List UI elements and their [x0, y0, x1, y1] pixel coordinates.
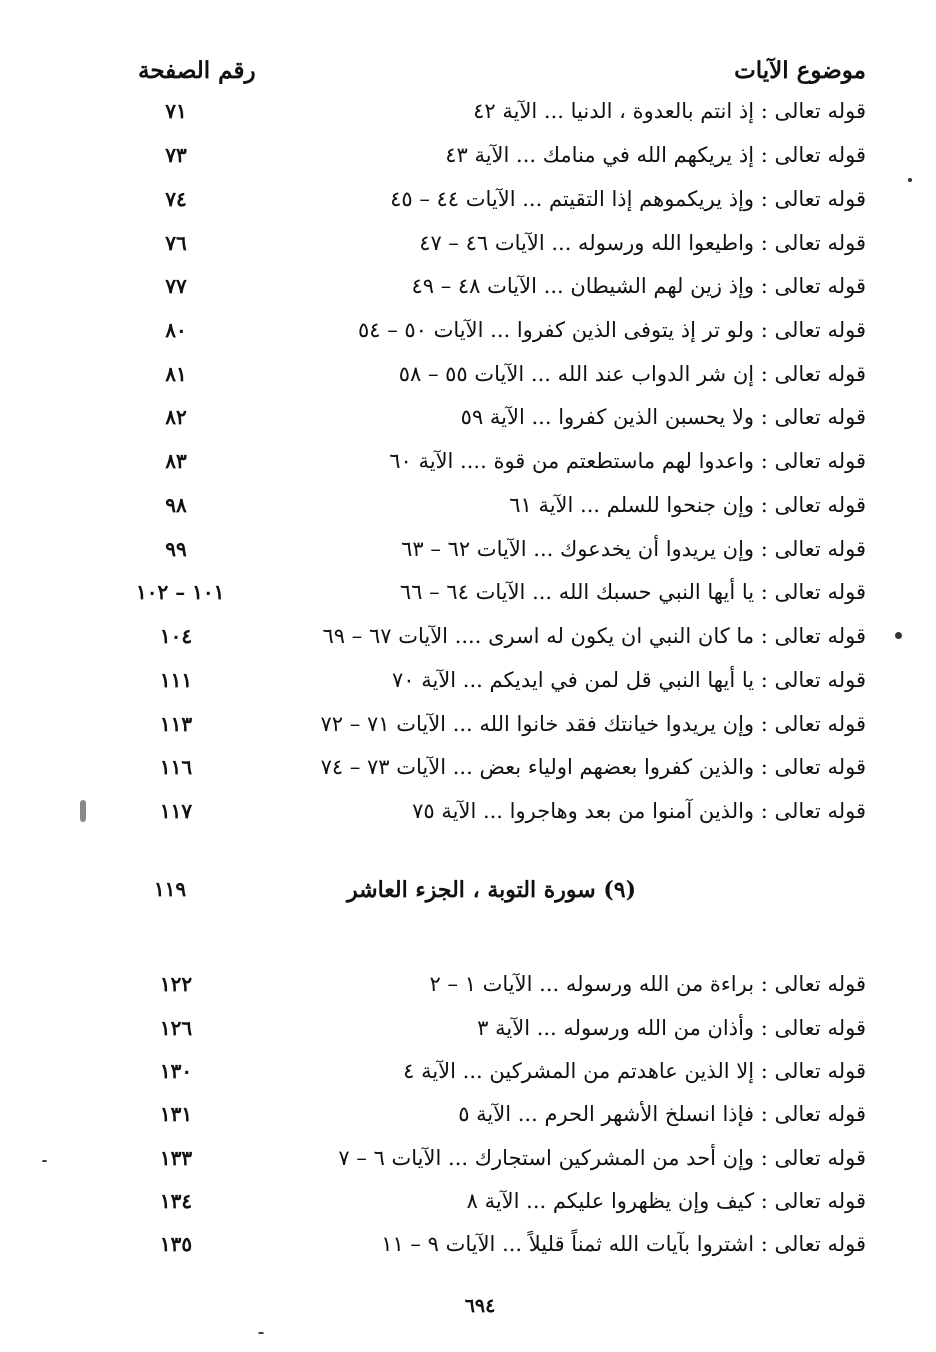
entry-text: قوله تعالى : ولا يحسبن الذين كفروا ... الآية ٥٩ — [460, 405, 866, 429]
entry-text: قوله تعالى : إن شر الدواب عند الله ... الآيات ٥٥ – ٥٨ — [398, 362, 866, 386]
entry-text: قوله تعالى : والذين آمنوا من بعد وهاجروا ... الآية ٧٥ — [412, 799, 866, 823]
entry-page-number: ١٢٢ — [159, 972, 193, 996]
scan-speck — [258, 1332, 264, 1334]
entry-text: قوله تعالى : ما كان النبي ان يكون له اسرى .... الآيات ٦٧ – ٦٩ — [322, 624, 866, 648]
entry-page-number: ٧٤ — [165, 187, 187, 211]
entry-page-number: ٧١ — [165, 99, 187, 123]
topic-column-heading: موضوع الآيات — [734, 56, 866, 84]
table-row — [130, 704, 866, 744]
entry-text: قوله تعالى : إذ انتم بالعدوة ، الدنيا ... الآية ٤٢ — [473, 99, 866, 123]
scan-speck — [908, 178, 912, 182]
entry-page-number: ١١٣ — [159, 712, 193, 736]
table-row — [130, 135, 866, 175]
table-row — [130, 485, 866, 525]
entry-page-number: ١٣٥ — [159, 1232, 193, 1256]
entry-page-number: ١١٦ — [159, 755, 193, 779]
scan-speck — [895, 632, 902, 639]
entry-text: قوله تعالى : وإن يريدوا أن يخدعوك ... الآيات ٦٢ – ٦٣ — [401, 537, 866, 561]
table-row — [130, 1008, 866, 1048]
table-row — [130, 179, 866, 219]
table-row — [130, 266, 866, 306]
table-row — [130, 397, 866, 437]
table-row — [130, 223, 866, 263]
entry-page-number: ١١٧ — [159, 799, 193, 823]
entry-page-number: ١٠٤ — [159, 624, 193, 648]
table-header — [130, 50, 866, 90]
entry-page-number: ١٣٠ — [159, 1059, 193, 1083]
table-row — [130, 441, 866, 481]
table-row — [130, 1138, 866, 1178]
table-row — [130, 310, 866, 350]
table-row — [130, 1224, 866, 1264]
scan-speck — [42, 1160, 47, 1162]
table-row — [130, 964, 866, 1004]
table-row — [130, 747, 866, 787]
table-row — [130, 660, 866, 700]
table-row — [130, 1051, 866, 1091]
entry-text: قوله تعالى : إذ يريكهم الله في منامك ... الآية ٤٣ — [445, 143, 866, 167]
entry-text: قوله تعالى : يا أيها النبي قل لمن في ايديكم ... الآية ٧٠ — [391, 668, 866, 692]
table-row — [130, 91, 866, 131]
page-footer-number: ٦٩٤ — [464, 1295, 496, 1317]
entry-text: قوله تعالى : واعدوا لهم ماستطعتم من قوة .... الآية ٦٠ — [389, 449, 866, 473]
entry-text: قوله تعالى : فإذا انسلخ الأشهر الحرم ... الآية ٥ — [458, 1102, 866, 1126]
table-row — [130, 1094, 866, 1134]
entry-text: قوله تعالى : واطيعوا الله ورسوله ... الآيات ٤٦ – ٤٧ — [419, 231, 866, 255]
scan-speck — [80, 800, 86, 822]
table-row — [130, 354, 866, 394]
entry-page-number: ٧٦ — [165, 231, 187, 255]
entry-text: قوله تعالى : وإذ يريكموهم إذا التقيتم ... الآيات ٤٤ – ٤٥ — [390, 187, 866, 211]
entry-text: قوله تعالى : كيف وإن يظهروا عليكم ... الآية ٨ — [466, 1189, 866, 1213]
entry-text: قوله تعالى : يا أيها النبي حسبك الله ... الآيات ٦٤ – ٦٦ — [399, 580, 866, 604]
entry-page-number: ٨٠ — [165, 318, 187, 342]
entry-text: قوله تعالى : وإن جنحوا للسلم ... الآية ٦١ — [509, 493, 866, 517]
section-heading-row — [130, 877, 866, 917]
table-row — [130, 616, 866, 656]
section-title: (٩) سورة التوبة ، الجزء العاشر — [347, 877, 636, 903]
entry-page-number: ٨١ — [165, 362, 187, 386]
entry-page-number: ٧٧ — [165, 274, 187, 298]
entry-page-number: ٩٩ — [165, 537, 187, 561]
entry-text: قوله تعالى : براءة من الله ورسوله ... الآيات ١ – ٢ — [429, 972, 866, 996]
table-row — [130, 791, 866, 831]
table-row — [130, 572, 866, 612]
entry-text: قوله تعالى : اشتروا بآيات الله ثمناً قليلاً ... الآيات ٩ – ١١ — [381, 1232, 866, 1256]
entry-page-number: ٧٣ — [165, 143, 187, 167]
entry-text: قوله تعالى : إلا الذين عاهدتم من المشركين ... الآية ٤ — [403, 1059, 866, 1083]
entry-text: قوله تعالى : وإن يريدوا خيانتك فقد خانوا الله ... الآيات ٧١ – ٧٢ — [320, 712, 866, 736]
table-row — [130, 529, 866, 569]
entry-text: قوله تعالى : والذين كفروا بعضهم اولياء بعض ... الآيات ٧٣ – ٧٤ — [320, 755, 866, 779]
entry-page-number: ١٣٣ — [159, 1146, 193, 1170]
table-row — [130, 1181, 866, 1221]
entry-text: قوله تعالى : وإذ زين لهم الشيطان ... الآيات ٤٨ – ٤٩ — [411, 274, 866, 298]
entry-page-number: ٨٢ — [165, 405, 187, 429]
entry-page-number: ١٠١ – ١٠٢ — [136, 580, 225, 604]
entry-page-number: ١٣٤ — [159, 1189, 193, 1213]
entry-page-number: ٨٣ — [165, 449, 187, 473]
section-page-number: ١١٩ — [153, 877, 187, 901]
entry-page-number: ١١١ — [159, 668, 193, 692]
entry-text: قوله تعالى : ولو تر إذ يتوفى الذين كفروا ... الآيات ٥٠ – ٥٤ — [357, 318, 866, 342]
entry-page-number: ١٣١ — [159, 1102, 193, 1126]
entry-page-number: ٩٨ — [165, 493, 187, 517]
entry-text: قوله تعالى : وأذان من الله ورسوله ... الآية ٣ — [477, 1016, 866, 1040]
entry-page-number: ١٢٦ — [159, 1016, 193, 1040]
entry-text: قوله تعالى : وإن أحد من المشركين استجارك ... الآيات ٦ – ٧ — [338, 1146, 866, 1170]
page-column-heading: رقم الصفحة — [138, 56, 256, 84]
